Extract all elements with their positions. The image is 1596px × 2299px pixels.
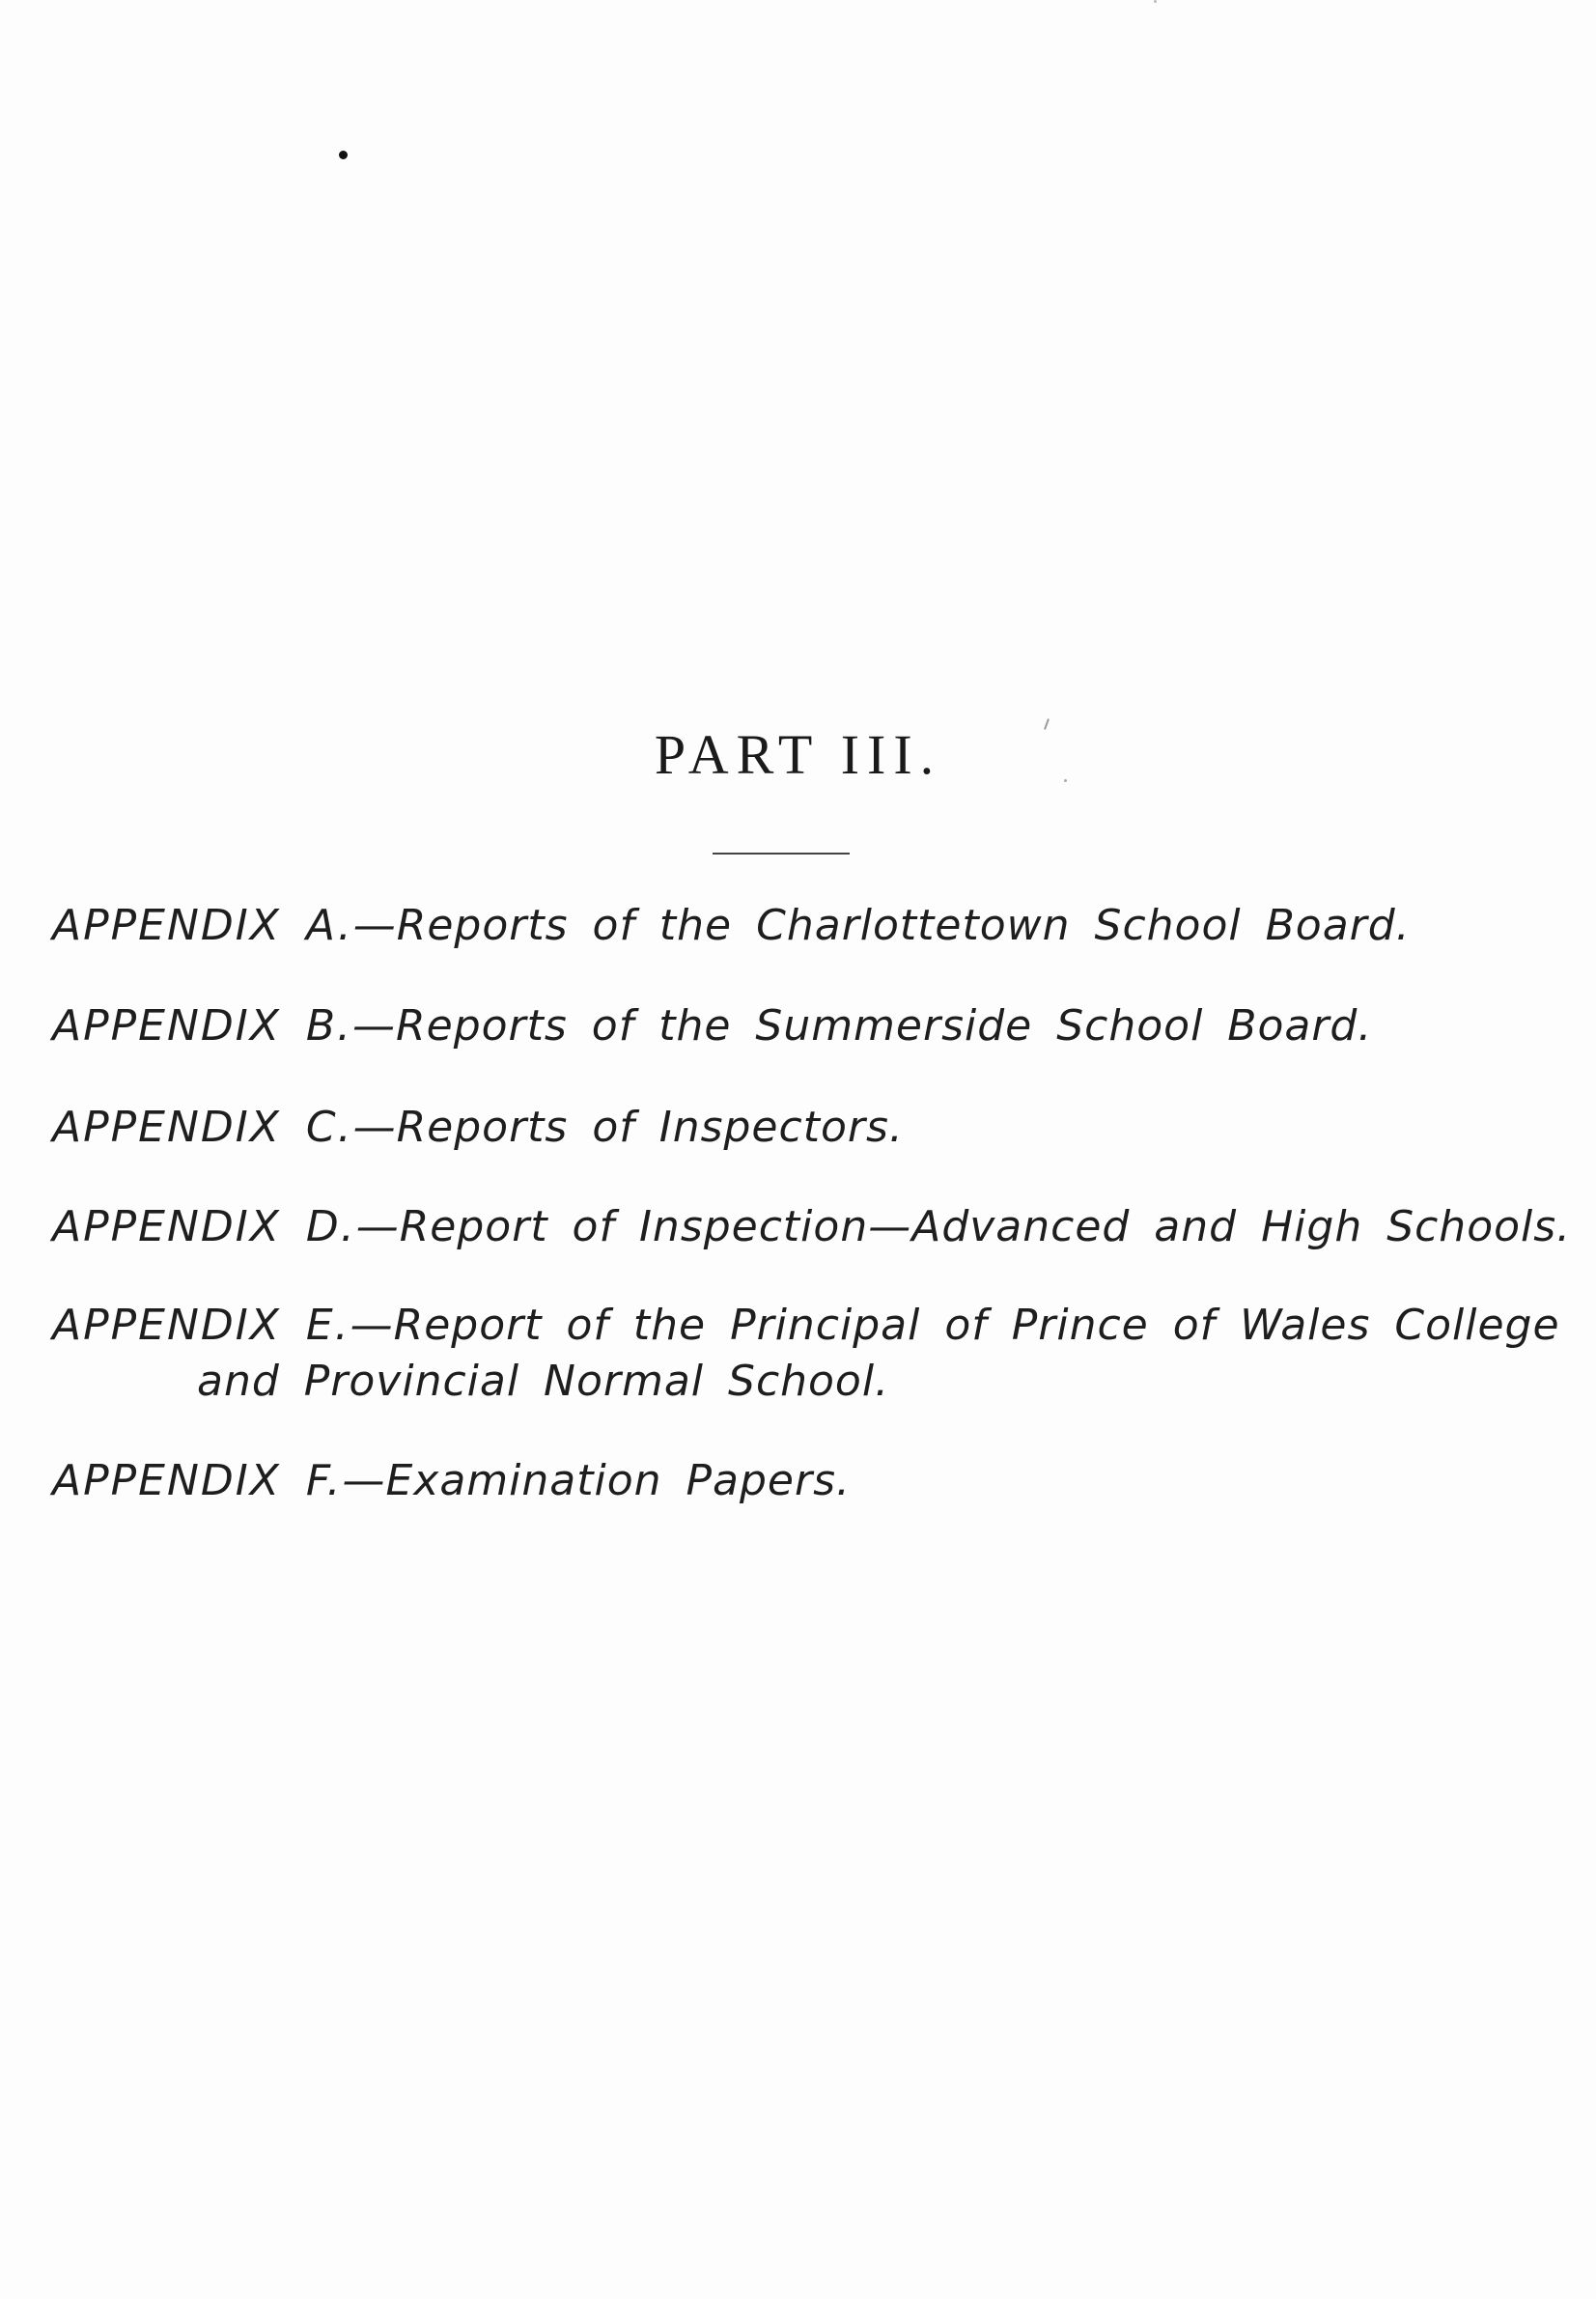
appendix-title: —Report of Inspection—Advanced and High Schools. [355,1202,1572,1251]
appendix-title-continuation: and Provincial Normal School. [197,1357,890,1406]
title-divider [713,853,850,855]
appendix-title: —Examination Papers. [342,1456,852,1505]
appendix-item-e [52,1298,1560,1410]
appendix-item-b [52,998,1372,1054]
appendix-label: APPENDIX E. [52,1301,350,1350]
appendix-label: APPENDIX C. [52,1103,353,1152]
appendix-label: APPENDIX D. [52,1202,356,1251]
appendix-item-c [52,1100,904,1156]
appendix-item-f [52,1453,851,1509]
part-title: PART III. [654,723,942,786]
appendix-title: —Reports of the Charlottetown School Board. [352,901,1411,950]
ink-speck [339,151,348,159]
ink-speck [1154,0,1157,3]
appendix-label: APPENDIX A. [52,901,353,950]
appendix-title: —Reports of the Summerside School Board. [352,1001,1373,1051]
appendix-title: —Reports of Inspectors. [352,1103,904,1152]
appendix-title: —Report of the Principal of Prince of Wales College [350,1301,1560,1350]
appendix-item-a [52,898,1411,954]
appendix-item-d [52,1199,1571,1255]
appendix-label: APPENDIX B. [52,1001,353,1051]
appendix-label: APPENDIX F. [52,1456,343,1505]
